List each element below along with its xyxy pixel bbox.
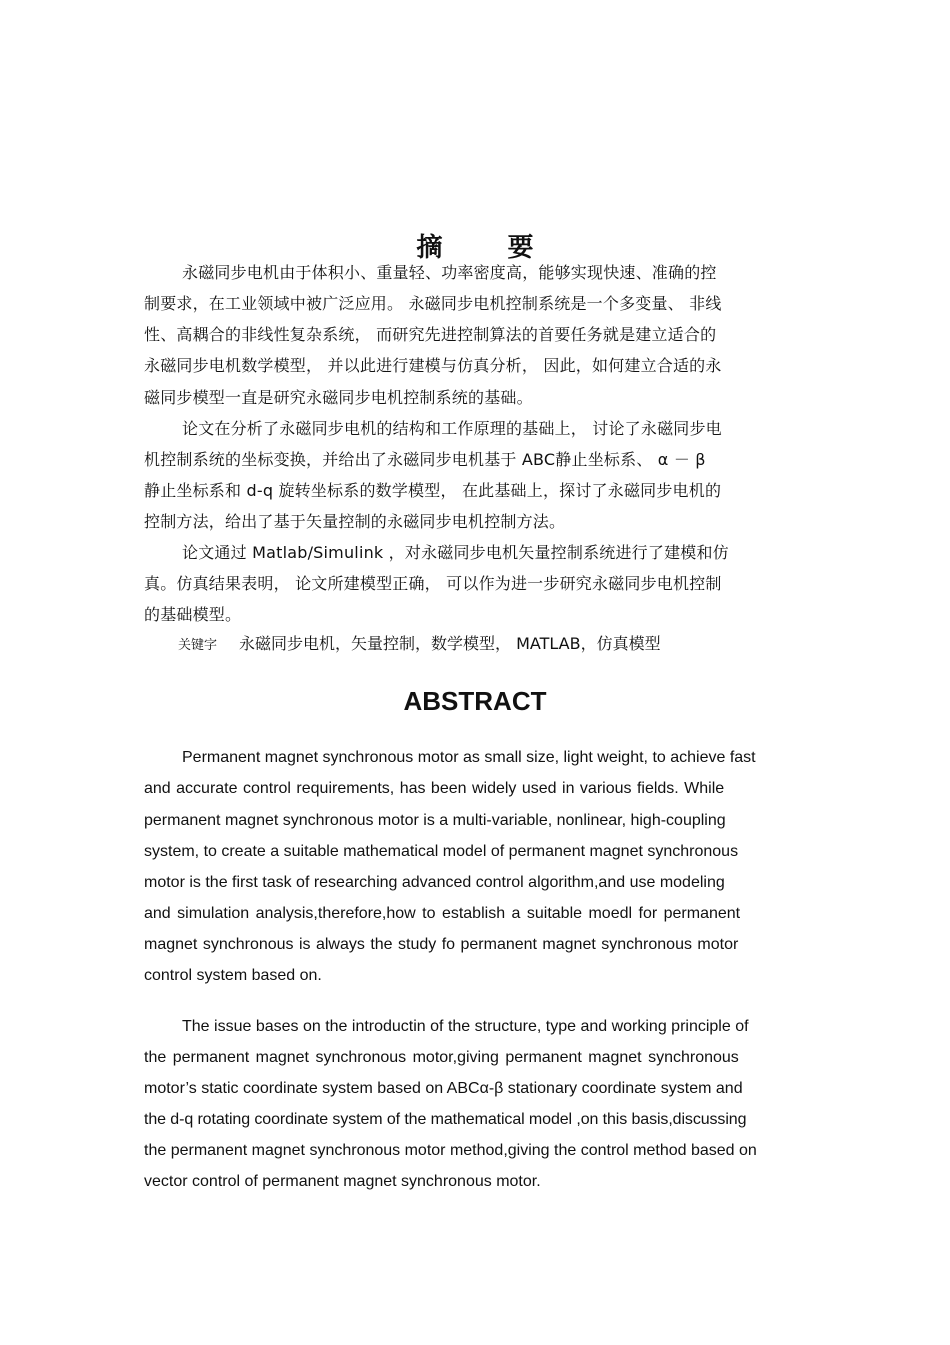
en-p1-line5: motor is the first task of researching advanced control algorithm,and use modeling [144, 874, 725, 891]
keywords-label: 关键字 [178, 638, 218, 653]
abstract-cn-title: 摘 要 [416, 233, 562, 264]
en-p1-line3: permanent magnet synchronous motor is a multi-variable, nonlinear, high-coupling [144, 812, 726, 829]
cn-p2-line3: 静止坐标系和 d-q 旋转坐标系的数学模型， 在此基础上，探讨了永磁同步电机的 [144, 481, 722, 500]
cn-p1-line4: 永磁同步电机数学模型， 并以此进行建模与仿真分析， 因此，如何建立合适的永 [144, 356, 722, 375]
keywords-text: 永磁同步电机，矢量控制，数学模型， MATLAB，仿真模型 [239, 634, 661, 653]
cn-p1-line1: 永磁同步电机由于体积小、重量轻、功率密度高，能够实现快速、准确的控 [182, 263, 717, 282]
en-p2-line2: the permanent magnet synchronous motor,giving permanent magnet synchronous [144, 1049, 739, 1066]
en-p1-line7: magnet synchronous is always the study fo permanent magnet synchronous motor [144, 936, 739, 953]
en-p1-line8: control system based on. [144, 967, 322, 984]
en-p1-line1: Permanent magnet synchronous motor as small size, light weight, to achieve fast [182, 749, 756, 766]
en-p2-line4: the d-q rotating coordinate system of the mathematical model ,on this basis,discussing [144, 1111, 747, 1128]
cn-p3-line2: 真。仿真结果表明， 论文所建模型正确， 可以作为进一步研究永磁同步电机控制 [144, 574, 722, 593]
keywords-line [178, 631, 661, 654]
cn-p2-line2: 机控制系统的坐标变换，并给出了永磁同步电机基于 ABC静止坐标系、 α － β [144, 450, 706, 469]
en-p1-line2: and accurate control requirements, has been widely used in various fields. While [144, 780, 725, 797]
en-p1-line4: system, to create a suitable mathematical model of permanent magnet synchronous [144, 843, 739, 860]
cn-p2-line1: 论文在分析了永磁同步电机的结构和工作原理的基础上， 讨论了永磁同步电 [182, 419, 722, 438]
cn-p1-line3: 性、高耦合的非线性复杂系统， 而研究先进控制算法的首要任务就是建立适合的 [144, 325, 717, 344]
cn-p3-line3: 的基础模型。 [144, 605, 242, 624]
cn-p1-line2: 制要求，在工业领域中被广泛应用。 永磁同步电机控制系统是一个多变量、 非线 [144, 294, 722, 313]
en-p2-line1: The issue bases on the introductin of the structure, type and working principle of [182, 1018, 749, 1035]
abstract-en-title: ABSTRACT [403, 686, 547, 716]
cn-p2-line4: 控制方法，给出了基于矢量控制的永磁同步电机控制方法。 [144, 512, 566, 531]
en-p1-line6: and simulation analysis,therefore,how to establish a suitable moedl for permanent [144, 905, 741, 922]
en-p2-line6: vector control of permanent magnet synchronous motor. [144, 1173, 541, 1190]
en-p2-line3: motor’s static coordinate system based on ABCα-β stationary coordinate system and [144, 1080, 743, 1097]
cn-p1-line5: 磁同步模型一直是研究永磁同步电机控制系统的基础。 [144, 388, 533, 407]
cn-p3-line1: 论文通过 Matlab/Simulink ，对永磁同步电机矢量控制系统进行了建模和仿 [182, 543, 729, 562]
en-p2-line5: the permanent magnet synchronous motor method,giving the control method based on [144, 1142, 757, 1159]
